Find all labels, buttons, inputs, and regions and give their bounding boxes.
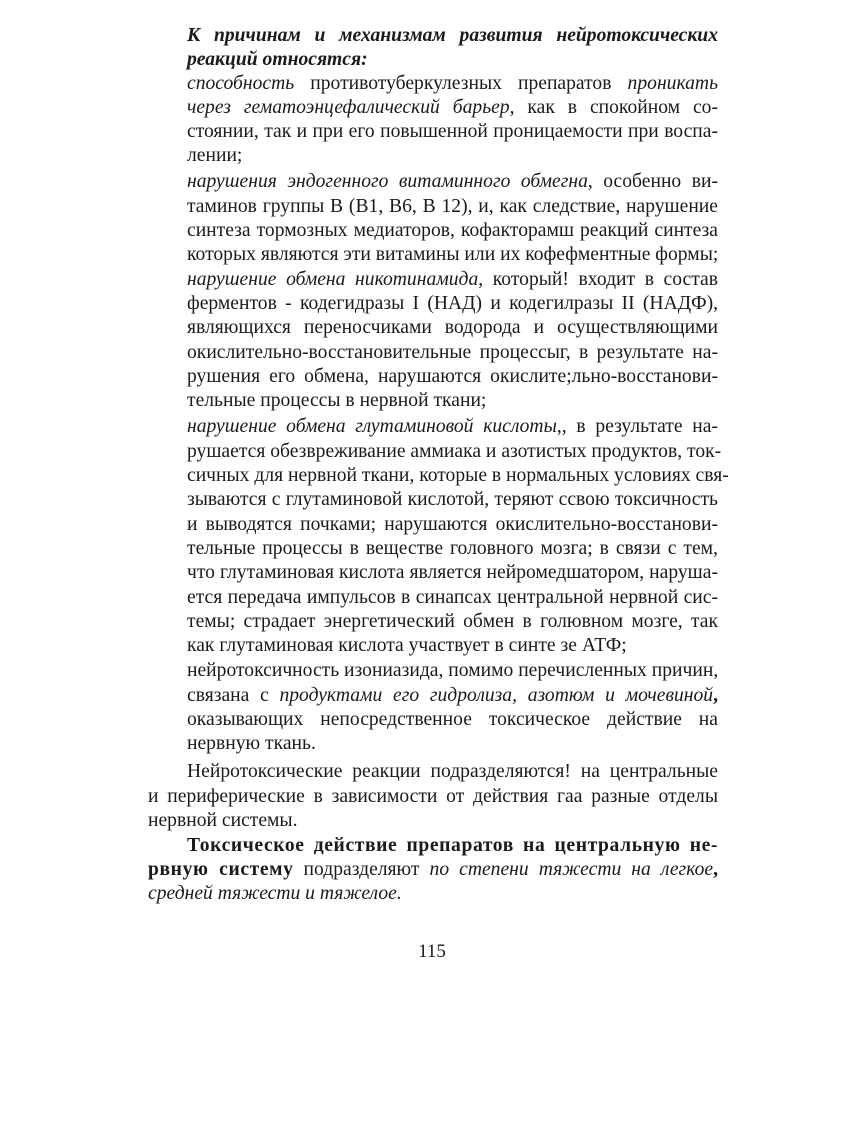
para2-bold-heading: Токсическое действие препаратов на центральную не- [187, 835, 718, 856]
para1-text: Нейротоксические реакции подразделяются! на центральные [187, 761, 718, 782]
item5-italic-term: продуктами его гидролиза, азотюм и мочевиной [279, 685, 714, 706]
item4-line-9 [187, 610, 718, 634]
item4-line-4 [187, 488, 718, 512]
item3-line-2 [187, 292, 718, 316]
item3-text-5: рушения его обмена, нарушаются окислите;льно-восстанови- [187, 366, 718, 387]
item4-text-8: ется передача импульсов в синапсах центральной нервной сис- [187, 587, 718, 608]
item3-text: , который! входит в состав [478, 269, 718, 290]
item2-text-2: таминов группы В (В1, В6, В 12), и, как следствие, нарушение [187, 196, 718, 217]
para1-text-3: нервной системы. [148, 810, 298, 831]
item4-line-3 [187, 464, 729, 488]
item4-line-6 [187, 537, 718, 561]
para1-text-2: и периферические в зависимости от действия гаа разные отделы [148, 786, 718, 807]
item4-italic-term: нарушение обмена глутаминовой кислоты [187, 416, 557, 437]
item1-text: противотуберкулезных препаратов [294, 73, 628, 94]
item3-text-2: ферментов - кодегидразы I (НАД) и кодегилразы II (НАДФ), [187, 293, 718, 314]
item1-italic-term-2: проникать [627, 73, 718, 94]
para2-line-2 [148, 858, 718, 882]
item2-text-4: которых являются эти витамины или их кофефментные формы; [187, 244, 719, 265]
item4-line-7 [187, 561, 718, 585]
item4-text-3: сичных для нервной ткани, которые в нормальных условиях свя- [187, 465, 729, 486]
item1-line-2 [187, 96, 718, 120]
item4-text-5: и выводятся почками; нарушаются окислительно-восстанови- [187, 514, 718, 535]
item1-italic-term-3: через гематоэнцефалический барьер [187, 97, 510, 118]
heading-line-2 [187, 48, 718, 72]
item5-line-2 [187, 684, 718, 708]
para2-text: подразделяют [293, 859, 430, 880]
heading-text-2: реакций относятся: [187, 49, 368, 70]
item4-text-9: темы; страдает энергетический обмен в голювном мозге, так [187, 611, 718, 632]
item1-line-3 [187, 120, 718, 144]
heading-line-1 [187, 24, 718, 48]
item5-text-4: нервную ткань. [187, 733, 316, 754]
item2-line-1 [187, 170, 718, 194]
item2-text: , особенно ви- [587, 171, 718, 192]
item4-line-1 [187, 415, 718, 439]
item4-text-7: что глутаминовая кислота является нейромедшатором, наруша- [187, 562, 718, 583]
item3-italic-term: нарушение обмена никотинамида [187, 269, 479, 290]
item2-line-3 [187, 219, 718, 243]
item4-text-2: рушается обезвреживание аммиака и азотистых продуктов, ток- [187, 441, 722, 462]
item3-line-3 [187, 316, 718, 340]
para1-line-2 [148, 785, 718, 809]
item3-line-4 [187, 341, 718, 365]
item3-text-3: являющихся переносчиками водорода и осуществляющими [187, 317, 718, 338]
item4-text-4: зываются с глутаминовой кислотой, теряют ссвою токсичность [187, 489, 718, 510]
para2-italic-term: по степени тяжести на легкое [429, 859, 714, 880]
item2-italic-term: нарушения эндогенного витаминного обмегна [187, 171, 588, 192]
item3-text-4: окислительно-восстановительные процессыг, в результате на- [187, 342, 718, 363]
item4-line-10 [187, 634, 718, 658]
item5-comma: , [713, 685, 718, 706]
item5-text-3: оказывающих непосредственное токсическое действие на [187, 709, 718, 730]
para1-line-3 [148, 809, 718, 833]
para2-line-1 [187, 834, 718, 858]
item2-line-2 [187, 195, 718, 219]
para2-italic-term-2: средней тяжести и тяжелое. [148, 883, 402, 904]
item5-text-2: связана с [187, 685, 280, 706]
item5-line-3 [187, 708, 718, 732]
item3-text-6: тельные процессы в нервной ткани; [187, 390, 487, 411]
item4-line-8 [187, 586, 718, 610]
page-number: 115 [418, 941, 446, 962]
item1-text-3: стоянии, так и при его повышенной проницаемости при воспа- [187, 121, 718, 142]
item5-text: нейротоксичность изониазида, помимо перечисленных причин, [187, 660, 719, 681]
item1-text-2: , как в спокойном со- [509, 97, 718, 118]
para2-comma: , [713, 859, 719, 880]
item2-line-4 [187, 243, 718, 267]
item1-italic-term: способность [187, 73, 295, 94]
item3-line-6 [187, 389, 718, 413]
para2-line-3 [148, 882, 718, 906]
item5-line-4 [187, 732, 718, 756]
item4-line-5 [187, 513, 718, 537]
item4-line-2 [187, 440, 722, 464]
item4-text: ,, в результате на- [556, 416, 718, 437]
item3-line-5 [187, 365, 718, 389]
item4-text-6: тельные процессы в веществе головного мозга; в связи с тем, [187, 538, 718, 559]
item1-text-4: лении; [187, 145, 243, 166]
item1-line-1 [187, 72, 718, 96]
item2-text-3: синтеза тормозных медиаторов, кофакторамш реакций синтеза [187, 220, 718, 241]
para1-line-1 [187, 760, 718, 784]
item5-line-1 [187, 659, 718, 683]
item1-line-4 [187, 144, 718, 168]
item4-text-10: как глутаминовая кислота участвует в синте зе АТФ; [187, 635, 627, 656]
heading-text-1: К причинам и механизмам развития нейротоксических [187, 25, 718, 46]
item3-line-1 [187, 268, 718, 292]
para2-bold-heading-2: рвную систему [148, 859, 294, 880]
